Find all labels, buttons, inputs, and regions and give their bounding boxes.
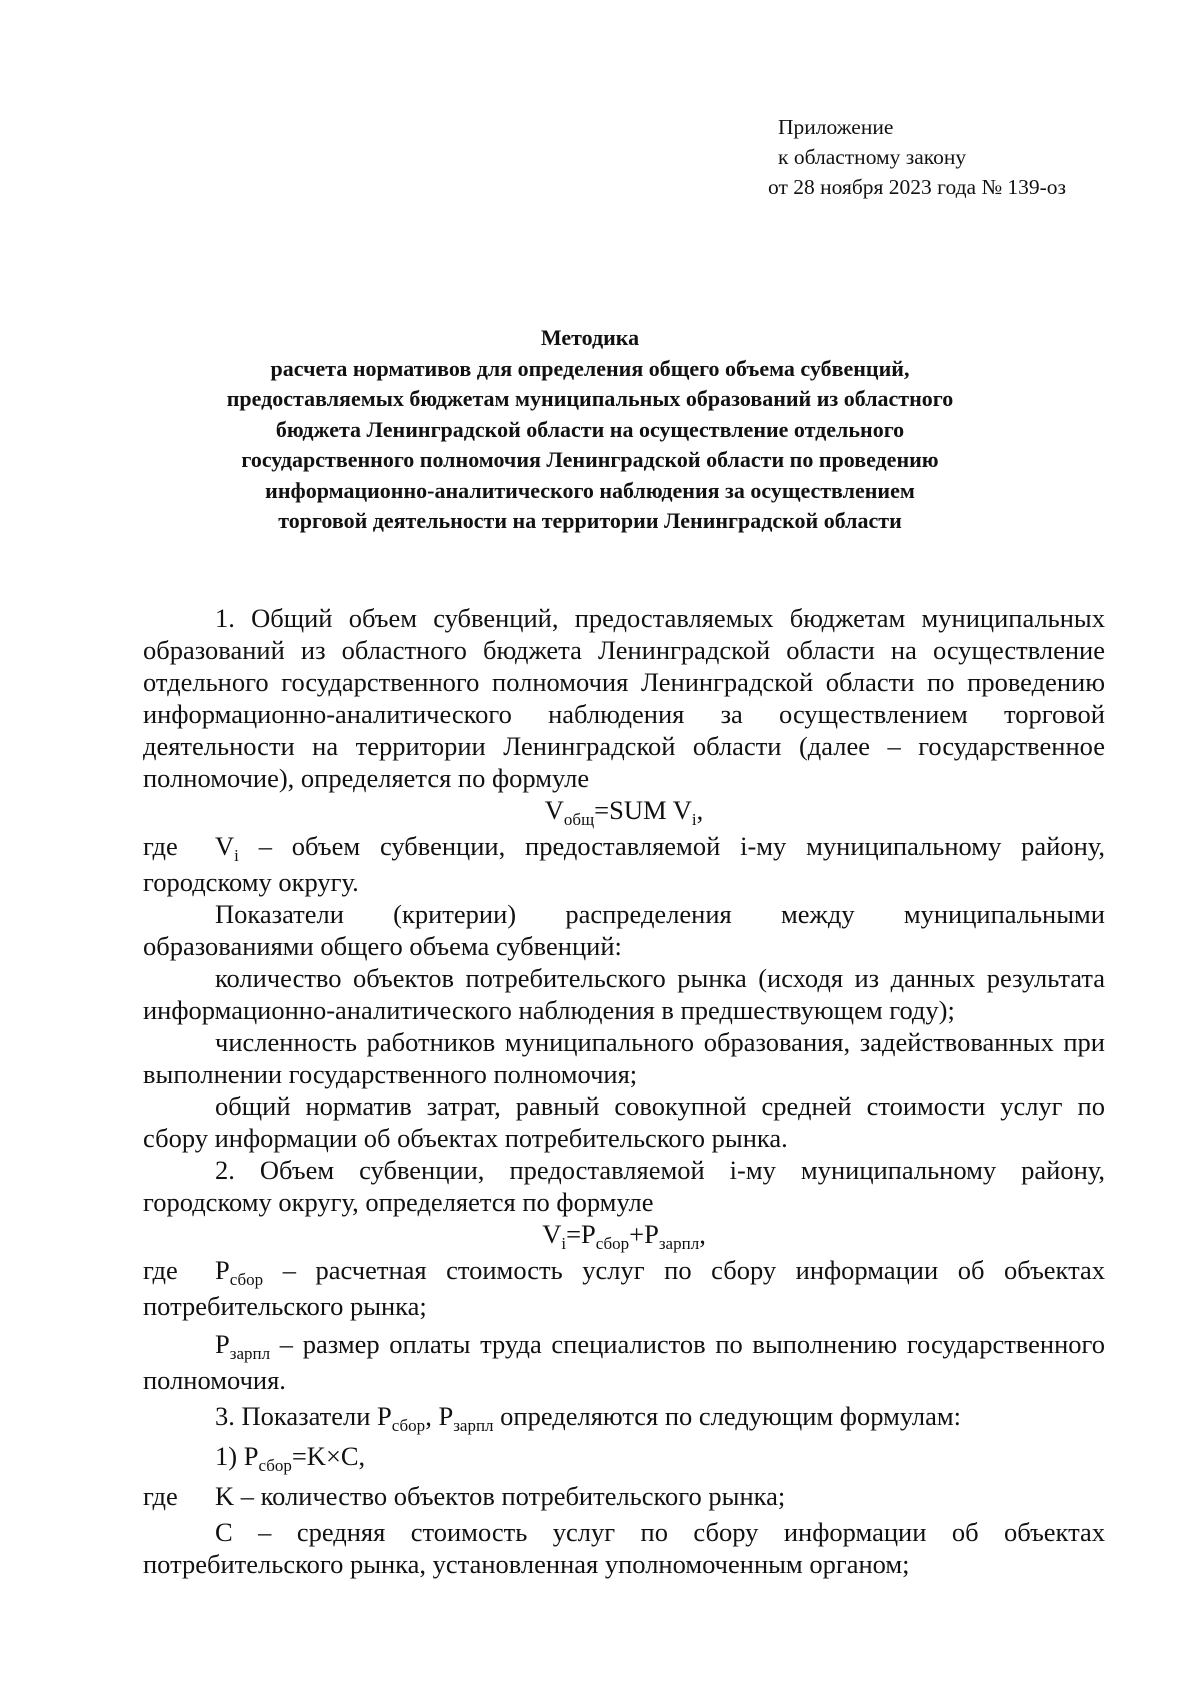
title-line-2: расчета нормативов для определения общего объема субвенций, [270,355,910,381]
title-line-6: информационно-аналитического наблюдения за осуществлением [265,477,915,503]
title-line-5: государственного полномочия Ленинградской области по проведению [241,447,939,472]
approval-line-3: от 28 ноября 2023 года № 139-оз [768,175,1066,199]
section-1-paragraph: 1. Общий объем субвенций, предоставляемых бюджетам муниципальных образований из областного бюджета Ленинградской области на осуществление отдельного государственного полномочия Ленинградской области по проведению информационно-аналитического наблюдения за осуществлением торговой деятельности на территории Ленинградской области (далее – государственное полномочие), определяется по формуле [143,603,1105,793]
document-body [143,602,1105,1580]
criteria-item-3: общий норматив затрат, равный совокупной средней стоимости услуг по сбору информации об объектах потребительского рынка. [143,1091,1105,1153]
title-line-7: торговой деятельности на территории Ленинградской области [278,508,902,533]
title-line-4: бюджета Ленинградской области на осуществление отдельного [275,416,905,442]
where-p-sbor: где $P_{сбор}$ – расчетная стоимость услуг по сбору информации об объектах [143,1255,1106,1289]
criteria-item-1: количество объектов потребительского рынка (исходя из данных результата информационно-аналитического наблюдения в предшествующем году); [143,963,1105,1025]
section-3-paragraph: 3. Показатели $P_{сбор}$, $P_{зарпл}$ определяются по следующим формулам: [215,1401,962,1435]
document-title [140,323,1040,537]
title-line-1: Методика [540,325,640,350]
approval-block [768,112,1066,202]
where-vi-continued: городскому округу. [143,867,359,897]
criteria-item-2: численность работников муниципального образования, задействованных при выполнении государственного полномочия; [143,1027,1105,1089]
formula-total: $V_{общ}=SUM$ $V_i$, [544,795,704,829]
section-2-paragraph: 2. Объем субвенции, предоставляемой i-му муниципальному району, городскому округу, определяется по формуле [143,1155,1105,1217]
where-k: где K – количество объектов потребительского рынка; [143,1481,786,1511]
definition-c-continued: потребительского рынка, установленная уполномоченным органом; [143,1549,910,1579]
criteria-intro: Показатели (критерии) распределения между муниципальными образованиями общего объема субвенций: [143,899,1105,961]
approval-line-1: Приложение [778,115,894,139]
where-p-sbor-continued: потребительского рынка; [143,1291,427,1321]
where-vi: где $V_i$ – объем субвенции, предоставляемой i-му муниципальному району, [143,831,1106,865]
title-line-3: предоставляемых бюджетам муниципальных образований из областного [226,386,954,411]
p-zarpl-paragraph: $P_{зарпл}$ – размер оплаты труда специалистов по выполнению государственного полномочия. [143,1329,1105,1395]
approval-line-2: к областному закону [778,145,967,169]
definition-c: C – средняя стоимость услуг по сбору информации об объектах [215,1517,1105,1547]
formula-vi: $V_i=P_{сбор}+P_{зарпл}$, [542,1219,706,1253]
formula-p-sbor: 1) $P_{сбор}=K\times C$, [215,1441,366,1475]
